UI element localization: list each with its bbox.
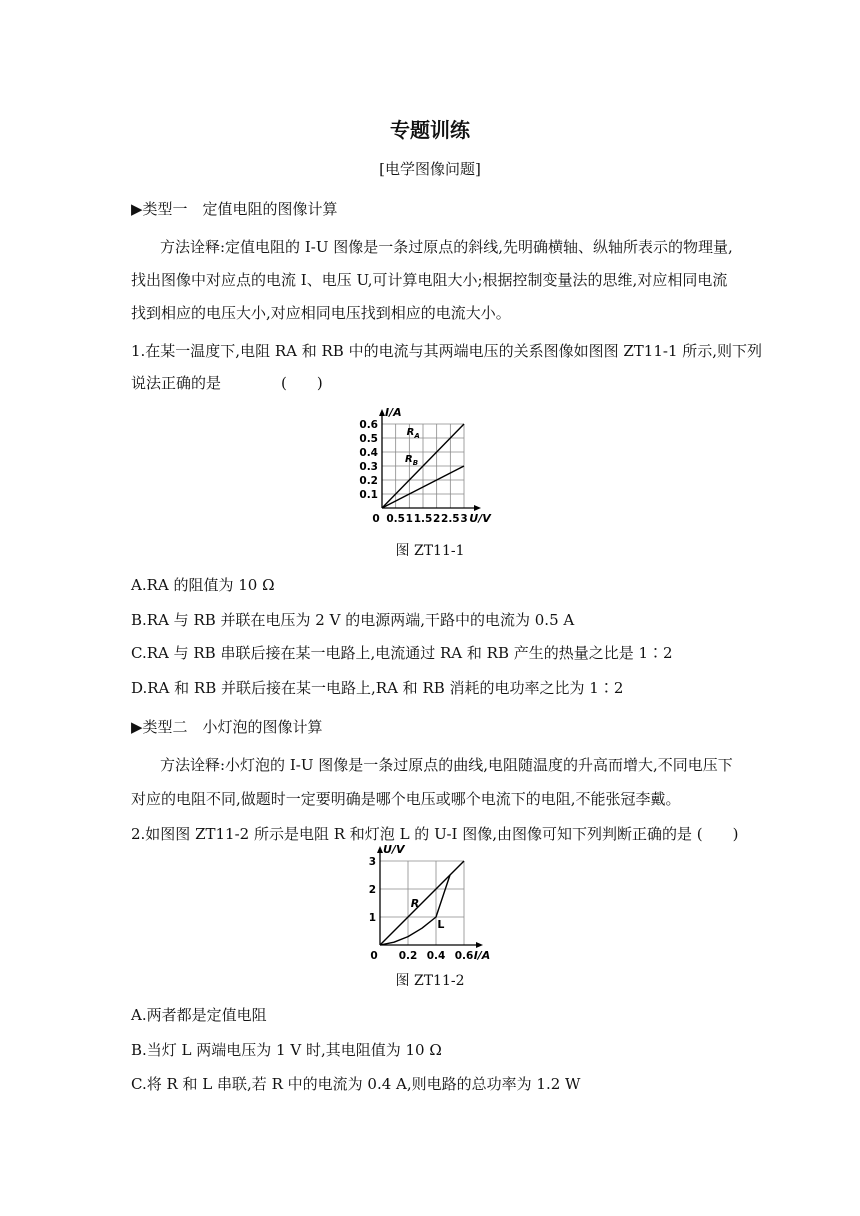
chart-zt11-1: [358, 404, 508, 530]
chart-zt11-2: [358, 842, 498, 964]
y-axis-label: I/A: [385, 406, 402, 419]
x-tick-label: 0.5: [386, 513, 405, 525]
origin-label: 0: [372, 513, 380, 525]
x-tick-label: 2.5: [441, 513, 460, 525]
x-tick-label: 0.2: [398, 950, 418, 962]
series-line-r: [380, 861, 464, 945]
option-a-2[interactable]: A.两者都是定值电阻: [131, 1006, 267, 1024]
x-axis-label: I/A: [473, 949, 491, 962]
x-tick-label: 1.5: [413, 513, 433, 525]
y-tick-label: 0.4: [359, 447, 378, 459]
section2-method-line: 方法诠释:小灯泡的 I-U 图像是一条过原点的曲线,电阻随温度的升高而增大,不同电压下: [160, 756, 733, 774]
figure-caption-1: 图 ZT11-1: [395, 543, 465, 559]
option-a-1[interactable]: A.RA 的阻值为 10 Ω: [131, 576, 275, 594]
option-c-2[interactable]: C.将 R 和 L 串联,若 R 中的电流为 0.4 A,则电路的总功率为 1.2 W: [131, 1075, 581, 1093]
section1-method-line: 找出图像中对应点的电流 I、电压 U,可计算电阻大小;根据控制变量法的思维,对应相同电流: [131, 271, 728, 289]
x-axis-arrow: [476, 942, 483, 948]
x-tick-label: 0.6: [454, 950, 474, 962]
question2-line: 2.如图图 ZT11-2 所示是电阻 R 和灯泡 L 的 U-I 图像,由图像可知下列判断正确的是 ( ): [131, 825, 739, 843]
section2-method-line: 对应的电阻不同,做题时一定要明确是哪个电压或哪个电流下的电阻,不能张冠李戴。: [131, 790, 681, 808]
question1-line: 说法正确的是 ( ): [131, 374, 323, 392]
y-tick-label: 0.3: [359, 461, 378, 473]
x-tick-label: 2: [433, 513, 441, 525]
series-label-l: L: [437, 918, 445, 932]
section1-method-line: 找到相应的电压大小,对应相同电压找到相应的电流大小。: [131, 304, 511, 322]
option-d-1[interactable]: D.RA 和 RB 并联后接在某一电路上,RA 和 RB 消耗的电功率之比为 1∶2: [131, 679, 624, 697]
question1-line: 1.在某一温度下,电阻 RA 和 RB 中的电流与其两端电压的关系图像如图图 ZT11-1 所示,则下列: [131, 342, 763, 360]
page-subtitle: [电学图像问题]: [379, 160, 481, 178]
series-label-ra: $R_A$: [406, 427, 420, 440]
x-tick-label: 1: [405, 513, 413, 525]
y-tick-label: 3: [368, 856, 376, 868]
option-b-1[interactable]: B.RA 与 RB 并联在电压为 2 V 的电源两端,干路中的电流为 0.5 A: [131, 611, 575, 629]
series-label-r: R: [410, 897, 420, 911]
x-axis-arrow: [474, 505, 481, 511]
section1-heading: ▶类型一 定值电阻的图像计算: [131, 200, 338, 218]
y-tick-label: 1: [368, 912, 376, 924]
y-axis-label: U/V: [383, 843, 405, 856]
x-axis-label: U/V: [469, 512, 491, 525]
section2-heading: ▶类型二 小灯泡的图像计算: [131, 718, 323, 736]
y-tick-label: 0.6: [359, 419, 378, 431]
series-label-rb: $R_B$: [405, 453, 419, 467]
page-title: 专题训练: [390, 118, 470, 142]
figure-caption-2: 图 ZT11-2: [395, 973, 465, 989]
option-c-1[interactable]: C.RA 与 RB 串联后接在某一电路上,电流通过 RA 和 RB 产生的热量之比是 1∶2: [131, 644, 673, 662]
y-tick-label: 0.1: [359, 489, 378, 501]
x-tick-label: 3: [460, 513, 468, 525]
origin-label: 0: [370, 950, 378, 962]
y-tick-label: 2: [368, 884, 376, 896]
x-tick-label: 0.4: [426, 950, 446, 962]
y-tick-label: 0.5: [359, 433, 378, 445]
option-b-2[interactable]: B.当灯 L 两端电压为 1 V 时,其电阻值为 10 Ω: [131, 1041, 442, 1059]
section1-method-line: 方法诠释:定值电阻的 I-U 图像是一条过原点的斜线,先明确横轴、纵轴所表示的物理量,: [160, 238, 733, 256]
y-tick-label: 0.2: [359, 475, 378, 487]
